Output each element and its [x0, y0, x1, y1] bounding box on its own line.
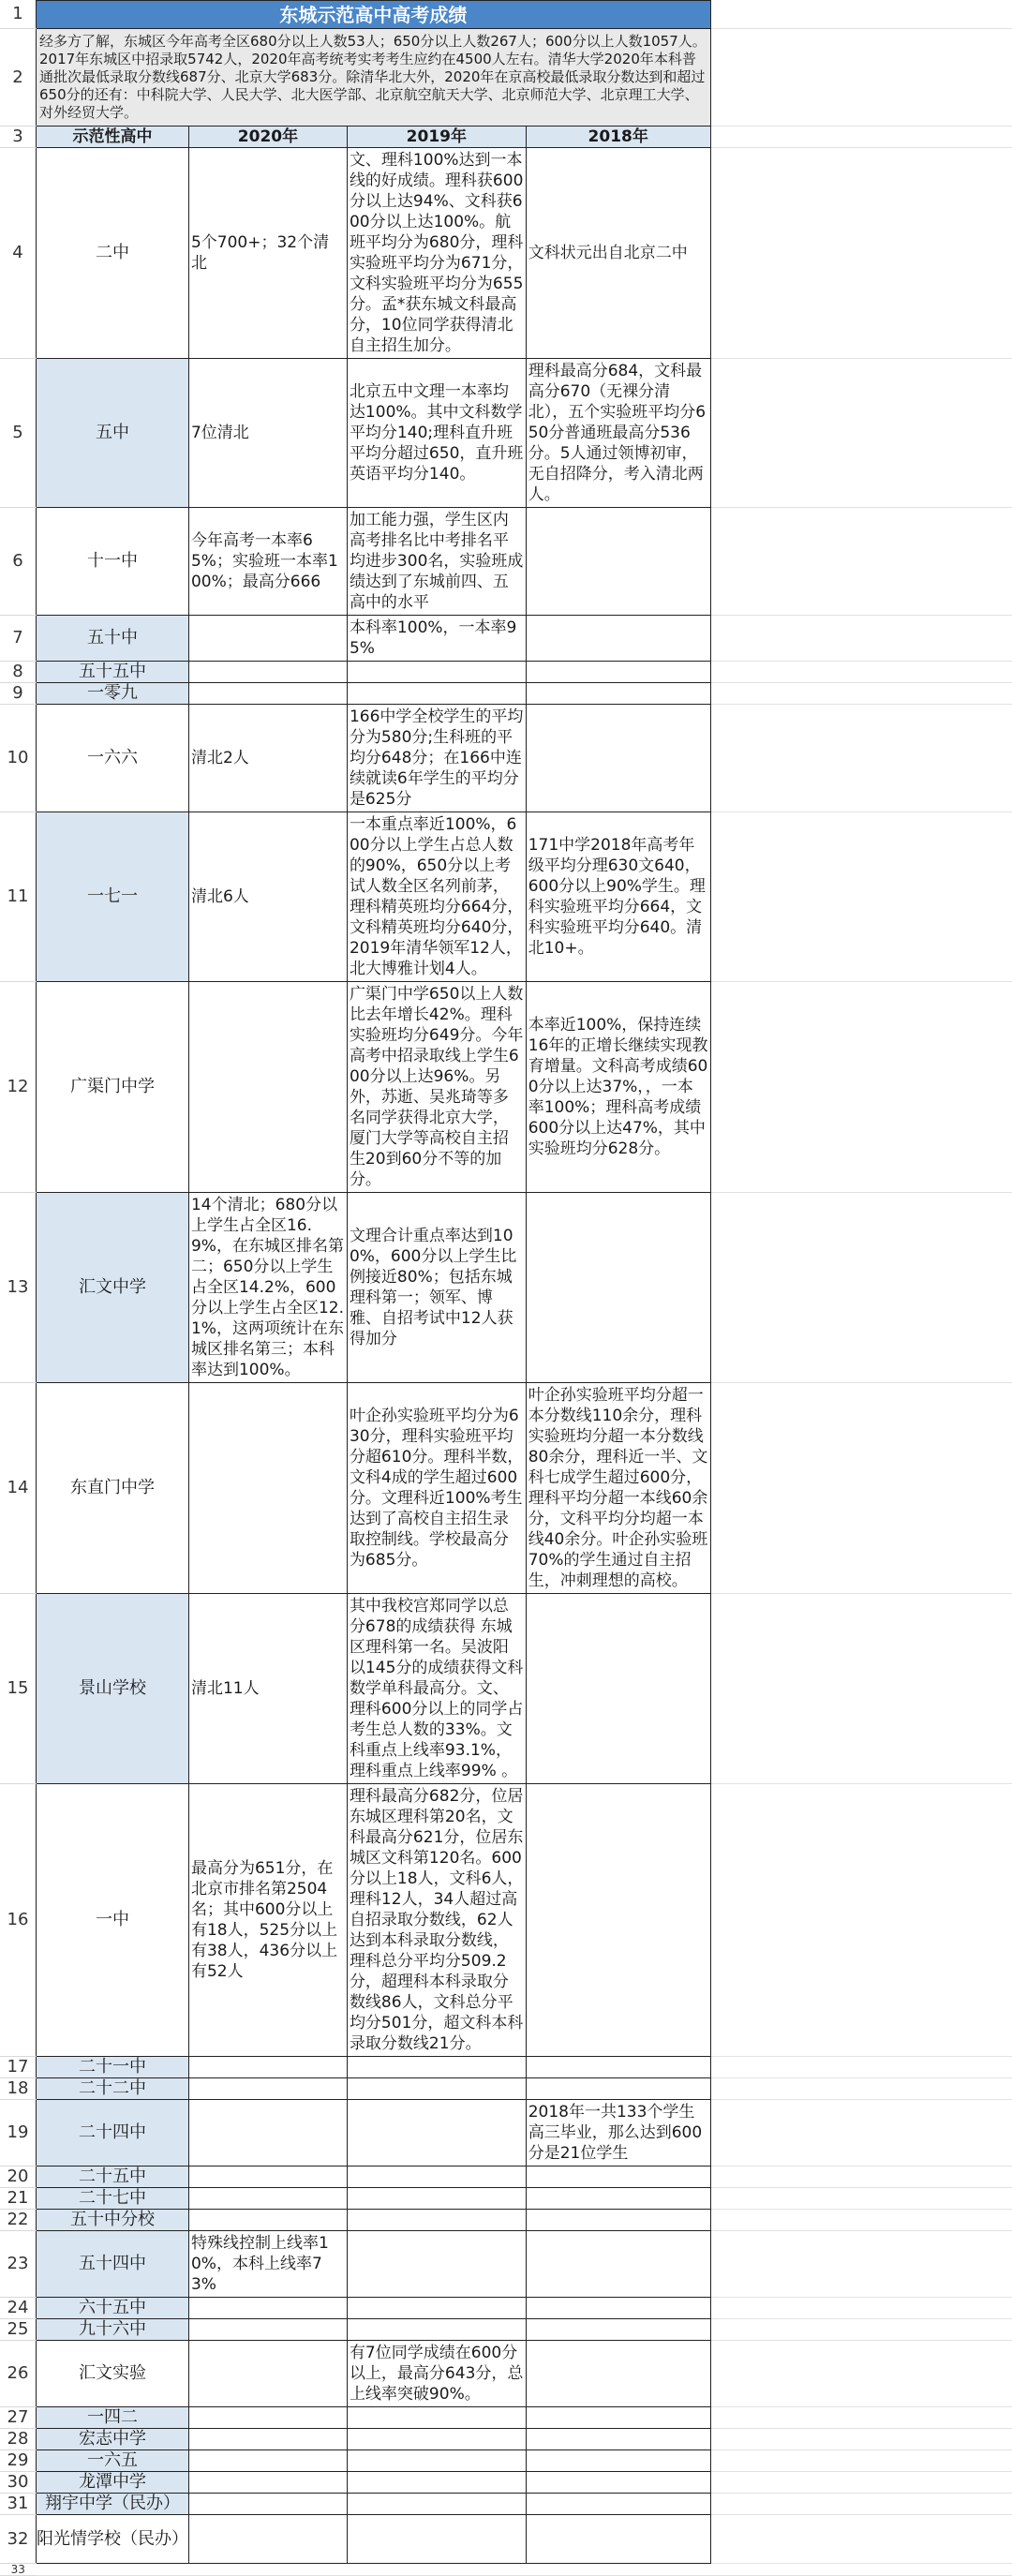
empty-area: [710, 508, 1012, 616]
row-number: 12: [0, 982, 36, 1193]
cell-2020[interactable]: [188, 2057, 347, 2078]
cell-2020[interactable]: [188, 982, 347, 1193]
row-number: 33: [0, 2564, 36, 2576]
school-name-cell[interactable]: 广渠门中学: [36, 982, 188, 1193]
table-row: [0, 508, 1012, 616]
table-row: [0, 705, 1012, 812]
empty-area: [710, 2319, 1012, 2341]
row-number: 30: [0, 2472, 36, 2494]
school-name-cell[interactable]: 二十七中: [36, 2188, 188, 2210]
school-name-cell[interactable]: 二中: [36, 148, 188, 359]
table-row: [0, 2188, 1012, 2210]
table-row: [0, 2407, 1012, 2429]
table-row: [0, 2057, 1012, 2078]
cell-2018[interactable]: 文科状元出自北京二中: [526, 148, 710, 359]
cell-2018[interactable]: [526, 2450, 710, 2472]
school-name-cell[interactable]: 一六五: [36, 2450, 188, 2472]
cell-2019[interactable]: 文、理科100%达到一本线的好成绩。理科获600分以上达94%、文科获600分以上达100%。航班平均分为680分，理科实验班平均分为671分，文科实验班平均分为655分。孟*获东城文科最高分，10位同学获得清北自主招生加分。: [347, 148, 526, 359]
school-name-cell[interactable]: 二十四中: [36, 2100, 188, 2167]
row-number: 3: [0, 127, 36, 148]
empty-area: [710, 2515, 1012, 2564]
cell-2018[interactable]: [526, 2188, 710, 2210]
row-number: 10: [0, 705, 36, 812]
empty-area: [710, 2231, 1012, 2298]
empty-area: [710, 616, 1012, 662]
cell-2018[interactable]: [526, 2341, 710, 2407]
row-number: 27: [0, 2407, 36, 2429]
table-row: [0, 2472, 1012, 2494]
empty-area: [710, 662, 1012, 683]
school-name-cell[interactable]: 翔宇中学（民办）: [36, 2494, 188, 2515]
cell-2020[interactable]: [188, 2319, 347, 2341]
table-row: [0, 1193, 1012, 1383]
empty-area: [710, 2188, 1012, 2210]
empty-area: [710, 2450, 1012, 2472]
cell-2019[interactable]: [347, 2472, 526, 2494]
table-row: [0, 2429, 1012, 2450]
table-row: [0, 2564, 1012, 2576]
cell-2018[interactable]: [526, 2231, 710, 2298]
school-name-cell[interactable]: 五十四中: [36, 2231, 188, 2298]
cell-2020[interactable]: [188, 2407, 347, 2429]
table-row: [0, 1383, 1012, 1594]
cell-2019[interactable]: [347, 683, 526, 705]
row-number: 18: [0, 2078, 36, 2100]
table-row: [0, 148, 1012, 359]
row-number: 5: [0, 359, 36, 508]
cell-2018[interactable]: [526, 683, 710, 705]
cell-2019[interactable]: 北京五中文理一本率均达100%。其中文科数学平均分140;理科直升班平均分超过650，直升班英语平均分140。: [347, 359, 526, 508]
cell-2018[interactable]: [526, 508, 710, 616]
row-number: 1: [0, 1, 36, 29]
cell-2019[interactable]: [347, 2078, 526, 2100]
cell-2018[interactable]: 2018年一共133个学生高三毕业，那么达到600分是21位学生: [526, 2100, 710, 2167]
cell-2019[interactable]: 叶企孙实验班平均分为630分，理科实验班平均分超610分。理科半数，文科4成的学生超过600分。文理科近100%考生达到了高校自主招生录取控制线。学校最高分为685分。: [347, 1383, 526, 1594]
school-name-cell[interactable]: 汇文中学: [36, 1193, 188, 1383]
row-number: 29: [0, 2450, 36, 2472]
cell-2019[interactable]: [347, 2210, 526, 2231]
empty-area: [710, 2167, 1012, 2188]
cell-2020[interactable]: 清北11人: [188, 1594, 347, 1784]
row-number: 31: [0, 2494, 36, 2515]
table-row: [0, 616, 1012, 662]
school-name-cell[interactable]: 阳光情学校（民办）: [36, 2515, 188, 2564]
cell-2018[interactable]: [526, 2407, 710, 2429]
cell-2019[interactable]: [347, 2515, 526, 2564]
cell-2018[interactable]: [526, 705, 710, 812]
row-number: 23: [0, 2231, 36, 2298]
cell-2020[interactable]: [188, 1383, 347, 1594]
cell-2020[interactable]: [188, 2100, 347, 2167]
school-name-cell[interactable]: 二十二中: [36, 2078, 188, 2100]
empty-area: [710, 1193, 1012, 1383]
cell-2020[interactable]: [188, 2450, 347, 2472]
school-name-cell[interactable]: 一七一: [36, 812, 188, 982]
row-number: 20: [0, 2167, 36, 2188]
empty-area: [710, 2429, 1012, 2450]
cell-2019[interactable]: 166中学全校学生的平均分为580分;生科班的平均分648分；在166中连续就读6年学生的平均分是625分: [347, 705, 526, 812]
cell-2018[interactable]: [526, 1784, 710, 2057]
header-school[interactable]: 示范性高中: [36, 127, 188, 148]
intro-row: [0, 29, 1012, 127]
cell-2018[interactable]: 171中学2018年高考年级平均分理630文640，600分以上90%学生。理科实验班平均分664，文科实验班平均分640。清北10+。: [526, 812, 710, 982]
cell-2020[interactable]: [188, 662, 347, 683]
school-name-cell[interactable]: 五十中分校: [36, 2210, 188, 2231]
table-row: [0, 2231, 1012, 2298]
table-row: [0, 2515, 1012, 2564]
row-number: 13: [0, 1193, 36, 1383]
row-number: 24: [0, 2298, 36, 2319]
cell-2018[interactable]: [526, 616, 710, 662]
cell-2018[interactable]: [526, 2210, 710, 2231]
cell-2020[interactable]: [188, 616, 347, 662]
school-name-cell[interactable]: 东直门中学: [36, 1383, 188, 1594]
cell-2018[interactable]: [526, 662, 710, 683]
cell-2019[interactable]: 广渠门中学650以上人数比去年增长42%。理科实验班均分649分。今年高考中招录取线上学生600分以上达96%。另外，苏逝、吴兆琦等多名同学获得北京大学，厦门大学等高校自主招生20到60分不等的加分。: [347, 982, 526, 1193]
cell-2019[interactable]: [347, 2494, 526, 2515]
cell-2019[interactable]: [347, 2429, 526, 2450]
cell-2020[interactable]: [188, 2188, 347, 2210]
cell-2019[interactable]: 有7位同学成绩在600分以上，最高分643分，总上线率突破90%。: [347, 2341, 526, 2407]
row-number: 4: [0, 148, 36, 359]
table-row: [0, 2494, 1012, 2515]
row-number: 28: [0, 2429, 36, 2450]
cell-2018[interactable]: [526, 2429, 710, 2450]
cell-2019[interactable]: [347, 2231, 526, 2298]
table-row: [0, 2167, 1012, 2188]
row-number: 17: [0, 2057, 36, 2078]
cell-2018[interactable]: [526, 2319, 710, 2341]
sheet-title[interactable]: 东城示范高中高考成绩: [36, 1, 710, 29]
cell-2019[interactable]: [347, 2450, 526, 2472]
cell-2020[interactable]: [188, 2429, 347, 2450]
empty-area: [710, 2078, 1012, 2100]
cell-2019[interactable]: 一本重点率近100%，600分以上学生占总人数的90%，650分以上考试人数全区名列前茅，理科精英班均分664分，文科精英班均分640分，2019年清华领军12人，北大博雅计划4人。: [347, 812, 526, 982]
school-name-cell[interactable]: 五十五中: [36, 662, 188, 683]
cell-2019[interactable]: [347, 2057, 526, 2078]
empty-area: [710, 2341, 1012, 2407]
cell-2020[interactable]: 清北6人: [188, 812, 347, 982]
header-2018[interactable]: 2018年: [526, 127, 710, 148]
cell-2020[interactable]: [188, 2472, 347, 2494]
header-row: [0, 127, 1012, 148]
cell-2019[interactable]: [347, 662, 526, 683]
cell-2020[interactable]: 14个清北；680分以上学生占全区16.9%，在东城区排名第二；650分以上学生占全区14.2%，600分以上学生占全区12.1%，这两项统计在东城区排名第三；本科率达到100%。: [188, 1193, 347, 1383]
empty-area: [710, 2298, 1012, 2319]
cell-2020[interactable]: [188, 683, 347, 705]
cell-2020[interactable]: [188, 2298, 347, 2319]
table-row: [0, 2298, 1012, 2319]
empty-area: [710, 1383, 1012, 1594]
cell-2020[interactable]: [188, 2494, 347, 2515]
cell-2020[interactable]: 特殊线控制上线率10%，本科上线率73%: [188, 2231, 347, 2298]
table-row: [0, 2450, 1012, 2472]
school-name-cell[interactable]: 九十六中: [36, 2319, 188, 2341]
table-row: [0, 982, 1012, 1193]
cell-2020[interactable]: [188, 2078, 347, 2100]
school-name-cell[interactable]: 宏志中学: [36, 2429, 188, 2450]
row-number: 32: [0, 2515, 36, 2564]
cell-2018[interactable]: 理科最高分684，文科最高分670（无裸分清北），五个实验班平均分650分普通班最高分536分。5人通过领博初审，无自招降分，考入清北两人。: [526, 359, 710, 508]
cell-2020[interactable]: 今年高考一本率65%；实验班一本率100%；最高分666: [188, 508, 347, 616]
title-row: [0, 1, 1012, 29]
school-name-cell[interactable]: 十一中: [36, 508, 188, 616]
row-number: 7: [0, 616, 36, 662]
empty-area: [710, 2100, 1012, 2167]
empty-area: [710, 359, 1012, 508]
school-name-cell[interactable]: 五中: [36, 359, 188, 508]
cell-2019[interactable]: 文理合计重点率达到100%，600分以上学生比例接近80%；包括东城理科第一；领军、博雅、自招考试中12人获得加分: [347, 1193, 526, 1383]
row-number: 14: [0, 1383, 36, 1594]
row-number: 9: [0, 683, 36, 705]
cell-2020[interactable]: 5个700+；32个清北: [188, 148, 347, 359]
school-name-cell[interactable]: 汇文实验: [36, 2341, 188, 2407]
cell-2018[interactable]: [526, 2078, 710, 2100]
table-row: [0, 2319, 1012, 2341]
school-name-cell[interactable]: 二十五中: [36, 2167, 188, 2188]
row-number: 16: [0, 1784, 36, 2057]
table-row: [0, 683, 1012, 705]
cell-2019[interactable]: [347, 2188, 526, 2210]
table-row: [0, 662, 1012, 683]
cell-2019[interactable]: [347, 2100, 526, 2167]
cell-2018[interactable]: [526, 2494, 710, 2515]
empty-area: [710, 812, 1012, 982]
cell-2019[interactable]: [347, 2319, 526, 2341]
row-number: 26: [0, 2341, 36, 2407]
school-name-cell[interactable]: 一六六: [36, 705, 188, 812]
cell-2018[interactable]: [526, 1193, 710, 1383]
table-row: [0, 2210, 1012, 2231]
cell-2019[interactable]: [347, 2298, 526, 2319]
table-row: [0, 2100, 1012, 2167]
cell-2019[interactable]: 理科最高分682分，位居东城区理科第20名，文科最高分621分，位居东城区文科第120名。600分以上18人，文科6人，理科12人，34人超过高自招录取分数线，62人达到本科录取分数线，理科总分平均分509.2分，超理科本科录取分数线86人，文科总分平均分501分，超文科本科录取分数线21分。: [347, 1784, 526, 2057]
cell-2019[interactable]: [347, 2167, 526, 2188]
empty-area: [710, 2472, 1012, 2494]
cell-2020[interactable]: [188, 2210, 347, 2231]
table-row: [0, 2341, 1012, 2407]
table-row: [0, 1784, 1012, 2057]
school-name-cell[interactable]: 一四二: [36, 2407, 188, 2429]
school-name-cell[interactable]: 景山学校: [36, 1594, 188, 1784]
row-number: 15: [0, 1594, 36, 1784]
cell-2019[interactable]: 本科率100%，一本率95%: [347, 616, 526, 662]
cell-2020[interactable]: [188, 2515, 347, 2564]
cell-2018[interactable]: [526, 1594, 710, 1784]
empty-area: [710, 2407, 1012, 2429]
intro-text[interactable]: 经多方了解，东城区今年高考全区680分以上人数53人；650分以上人数267人；600分以上人数1057人。2017年东城区中招录取5742人，2020年高考统考实考考生应约在4500人左右。清华大学2020年本科普通批次最低录取分数线687分、北京大学683分。除清华北大外，2020年在京高校最低录取分数达到和超过650分的还有：中科院大学、人民大学、北大医学部、北京航空航天大学、北京师范大学、北京理工大学、对外经贸大学。: [36, 29, 710, 127]
table-row: [0, 812, 1012, 982]
empty-area: [710, 1784, 1012, 2057]
cell-2020[interactable]: [188, 2167, 347, 2188]
row-number: 22: [0, 2210, 36, 2231]
row-number: 25: [0, 2319, 36, 2341]
cell-2018[interactable]: 本率近100%，保持连续16年的正增长继续实现教育增量。文科高考成绩600分以上达37%，，一本率100%；理科高考成绩600分以上达47%，其中实验班均分628分。: [526, 982, 710, 1193]
cell-2018[interactable]: [526, 2298, 710, 2319]
table-row: [0, 359, 1012, 508]
school-name-cell[interactable]: 龙潭中学: [36, 2472, 188, 2494]
school-name-cell[interactable]: 一零九: [36, 683, 188, 705]
school-name-cell[interactable]: 六十五中: [36, 2298, 188, 2319]
cell-2018[interactable]: [526, 2057, 710, 2078]
table-row: [0, 1594, 1012, 1784]
cell-2019[interactable]: 其中我校宫郑同学以总分678的成绩获得 东城区理科第一名。吴波阳以145分的成绩获得文科数学单科最高分。文、理科600分以上的同学占考生总人数的33%。文科重点上线率93.1%，理科重点上线率99% 。: [347, 1594, 526, 1784]
empty-area: [710, 982, 1012, 1193]
row-number: 19: [0, 2100, 36, 2167]
row-number: 2: [0, 29, 36, 127]
cell-2020[interactable]: 清北2人: [188, 705, 347, 812]
empty-area: [710, 705, 1012, 812]
empty-area: [710, 148, 1012, 359]
cell-2018[interactable]: [526, 2515, 710, 2564]
empty-area: [710, 2210, 1012, 2231]
cell-2018[interactable]: [526, 2472, 710, 2494]
cell-2020[interactable]: [188, 2341, 347, 2407]
header-2020[interactable]: 2020年: [188, 127, 347, 148]
empty-area: [710, 683, 1012, 705]
table-row: [0, 2078, 1012, 2100]
empty-area: [710, 1594, 1012, 1784]
row-number: 8: [0, 662, 36, 683]
empty-area: [710, 2057, 1012, 2078]
cell-2019[interactable]: 加工能力强，学生区内高考排名比中考排名平均进步300名，实验班成绩达到了东城前四、五高中的水平: [347, 508, 526, 616]
row-number: 11: [0, 812, 36, 982]
school-name-cell[interactable]: 一中: [36, 1784, 188, 2057]
cell-2018[interactable]: 叶企孙实验班平均分超一本分数线110余分，理科实验班均分超一本分数线80余分，理科近一半、文科七成学生超过600分，理科平均分超一本线60余分，文科平均分均超一本线40余分。叶企孙实验班70%的学生通过自主招生，冲刺理想的高校。: [526, 1383, 710, 1594]
cell-2020[interactable]: 最高分为651分，在北京市排名第2504名；其中600分以上有18人，525分以上有38人，436分以上有52人: [188, 1784, 347, 2057]
school-name-cell[interactable]: 五十中: [36, 616, 188, 662]
cell-2018[interactable]: [526, 2167, 710, 2188]
cell-2019[interactable]: [347, 2407, 526, 2429]
school-name-cell[interactable]: 二十一中: [36, 2057, 188, 2078]
cell-2020[interactable]: 7位清北: [188, 359, 347, 508]
row-number: 21: [0, 2188, 36, 2210]
header-2019[interactable]: 2019年: [347, 127, 526, 148]
row-number: 6: [0, 508, 36, 616]
empty-area: [710, 2494, 1012, 2515]
